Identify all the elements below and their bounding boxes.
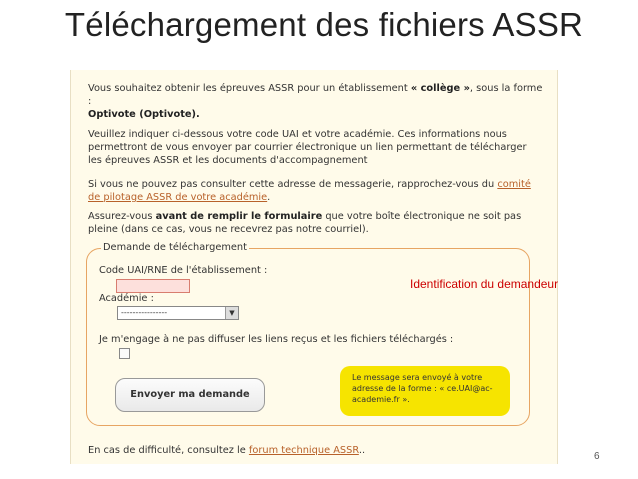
contact-paragraph bbox=[88, 178, 543, 204]
slide-title: Téléchargement des fichiers ASSR bbox=[64, 6, 584, 43]
uai-input[interactable] bbox=[116, 279, 190, 293]
academie-select[interactable] bbox=[117, 306, 239, 320]
warning-text: Assurez-vous bbox=[88, 211, 156, 222]
intro-paragraph bbox=[88, 82, 543, 121]
dropdown-arrow-icon[interactable]: ▼ bbox=[225, 307, 238, 319]
uai-instructions: Veuillez indiquer ci-dessous votre code UAI et votre académie. Ces informations nous permettront de vous envoyer par courrier électronique un lien permettant de télécharger les épreuves ASSR et les documents d'accompagnement bbox=[88, 129, 527, 166]
engagement-checkbox[interactable] bbox=[119, 348, 130, 359]
optivote-label: Optivote (Optivote). bbox=[88, 109, 200, 120]
mailbox-warning bbox=[88, 210, 543, 236]
annotation-label: Identification du demandeur bbox=[410, 277, 559, 291]
intro-text: Vous souhaitez obtenir les épreuves ASSR pour un établissement bbox=[88, 83, 411, 94]
academie-selected-value: ---------------- bbox=[121, 308, 168, 317]
page-number: 6 bbox=[594, 451, 600, 462]
uai-label: Code UAI/RNE de l'établissement : bbox=[99, 265, 268, 276]
academie-label: Académie : bbox=[99, 293, 154, 304]
footer-text: En cas de difficulté, consultez le bbox=[88, 445, 249, 456]
contact-text-end: . bbox=[267, 192, 271, 203]
footer-text-end: .. bbox=[358, 445, 366, 456]
form-screenshot bbox=[70, 70, 558, 464]
engagement-label: Je m'engage à ne pas diffuser les liens reçus et les fichiers téléchargés : bbox=[99, 334, 454, 345]
contact-text: Si vous ne pouvez pas consulter cette adresse de messagerie, rapprochez-vous du bbox=[88, 179, 498, 190]
warning-emphasis: avant de remplir le formulaire bbox=[155, 211, 323, 222]
send-request-button[interactable]: Envoyer ma demande bbox=[115, 378, 265, 412]
warning-text-end: que votre boîte électronique ne soit pas pleine (dans ce cas, vous ne recevrez pas notre courriel). bbox=[88, 211, 522, 235]
email-note: Le message sera envoyé à votre adresse de la forme : « ce.UAI@ac-academie.fr ». bbox=[340, 366, 510, 416]
intro-text-end: , sous la forme : bbox=[88, 83, 543, 107]
forum-technique-link[interactable]: forum technique ASSR bbox=[248, 445, 359, 456]
comite-pilotage-link[interactable]: comité de pilotage ASSR de votre académie bbox=[88, 179, 531, 203]
help-footer bbox=[88, 444, 543, 457]
fieldset-legend: Demande de téléchargement bbox=[103, 242, 247, 253]
college-emphasis: « collège » bbox=[410, 83, 470, 94]
